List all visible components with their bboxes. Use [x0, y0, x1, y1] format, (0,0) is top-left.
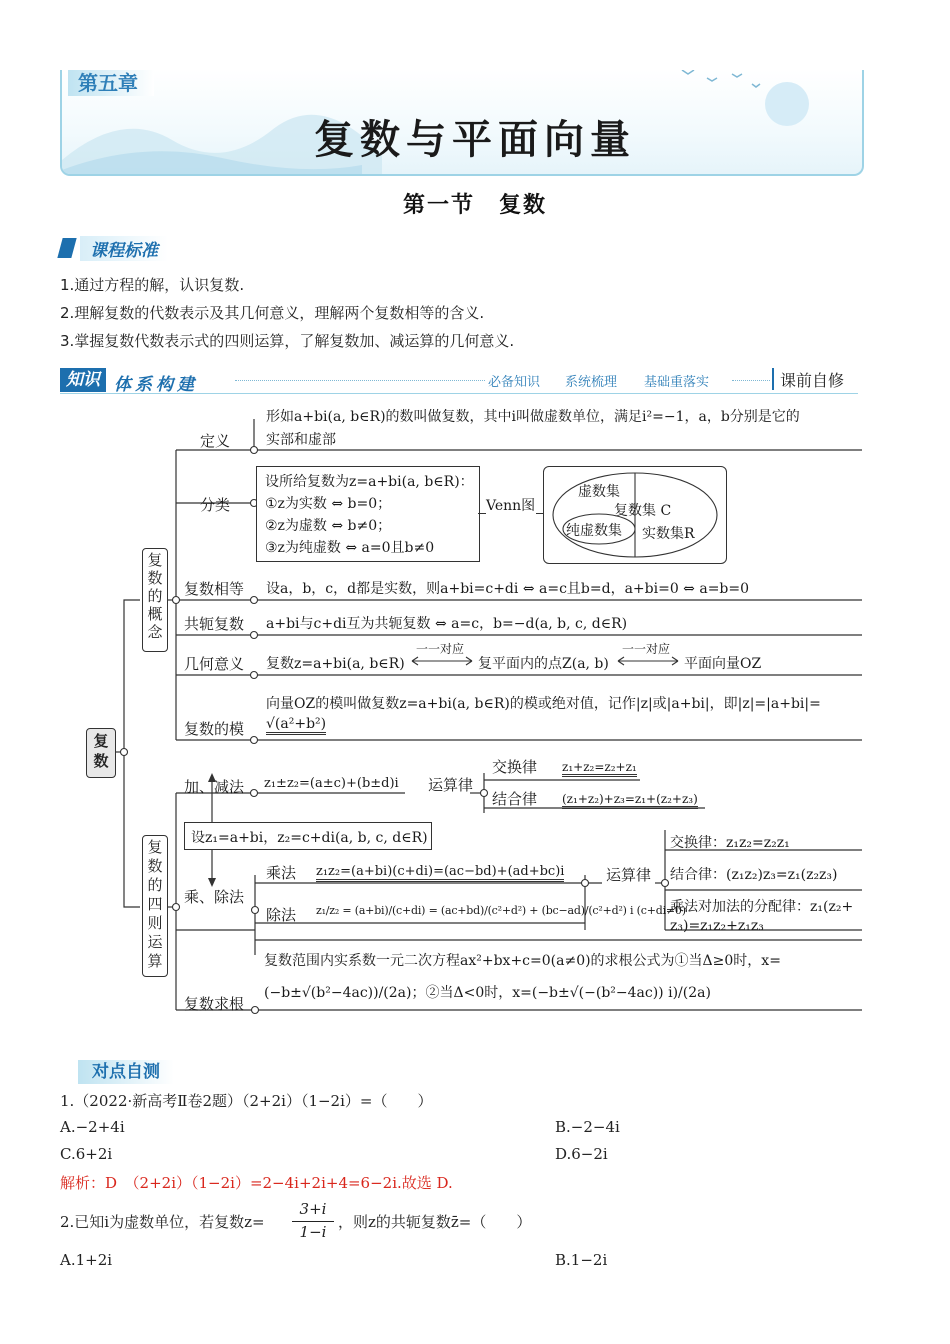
conjugate-text: a+bi与c+di互为共轭复数 ⇔ a=c，b=−d(a, b, c, d∈R): [266, 616, 628, 632]
knowledge-badge-sub: 体系构建: [114, 375, 198, 395]
venn-real: 实数集R: [642, 526, 695, 542]
tree-root-label: 复数: [93, 732, 109, 770]
question-stem: 1.（2022·新高考Ⅱ卷2题）（2+2i）（1−2i）=（ ）: [60, 1092, 433, 1110]
pre-study-label: 课前自修: [780, 371, 845, 390]
option-c[interactable]: C.6+2i: [60, 1145, 113, 1163]
double-arrow-icon: [616, 656, 680, 666]
knowledge-tag: 系统梳理: [565, 375, 618, 390]
classification-line: ③z为纯虚数 ⇔ a=0且b≠0: [265, 540, 435, 556]
standard-item: 1.通过方程的解，认识复数.: [60, 276, 245, 294]
mul-distributive: z₃)=z₁z₂+z₁z₃: [670, 918, 764, 934]
branch-conjugate: 共轭复数: [184, 615, 245, 633]
q2-frac-num: 3+i: [299, 1200, 327, 1218]
mul-associative: 结合律：(z₁z₂)z₃=z₁(z₂z₃): [670, 867, 838, 883]
add-associative-label: 结合律: [492, 790, 538, 808]
knowledge-tag: 基础重落实: [644, 375, 710, 390]
branch-geometric: 几何意义: [184, 655, 245, 673]
geometric-complex: 复数z=a+bi(a, b∈R): [266, 656, 405, 672]
branch-equality: 复数相等: [184, 580, 245, 598]
option-a[interactable]: A.−2+4i: [60, 1118, 125, 1136]
venn-complex: 复数集 C: [614, 503, 672, 519]
classification-line: ①z为实数 ⇔ b=0；: [265, 496, 392, 512]
knowledge-tag: 必备知识: [488, 375, 541, 390]
modulus-formula: √(a²+b²): [266, 716, 326, 735]
classification-line: 设所给复数为z=a+bi(a, b∈R)：: [265, 474, 474, 490]
roots-text: (−b±√(b²−4ac))/(2a)；②当Δ<0时，x=(−b±√(−(b²−4ac)) i)/(2a): [264, 985, 711, 1001]
standard-item: 3.掌握复数代数表示式的四则运算，了解复数加、减运算的几何意义.: [60, 332, 515, 350]
q2-stem-pre: 2.已知i为虚数单位，若复数z=: [60, 1213, 265, 1231]
analysis: [60, 1172, 453, 1193]
mul-formula: z₁z₂=(a+bi)(c+di)=(ac−bd)+(ad+bc)i: [316, 864, 564, 882]
definition-text: 形如a+bi(a, b∈R)的数叫做复数，其中i叫做虚数单位，满足i²=−1，a，b分别是它的: [266, 409, 800, 425]
knowledge-badge: 知识: [60, 368, 106, 392]
option-b[interactable]: B.1−2i: [555, 1251, 608, 1269]
add-commutative-label: 交换律: [492, 758, 538, 776]
definition-text: 实部和虚部: [266, 432, 336, 448]
assume-box: [184, 822, 432, 850]
branch-add-sub: 加、减法: [184, 778, 245, 796]
group-label: 复数的概念: [147, 551, 163, 641]
q2-stem-post: ，则z的共轭复数z̄=（ ）: [338, 1213, 532, 1231]
stripe-icon: [57, 238, 76, 258]
geometric-vector: 平面向量OZ: [684, 656, 762, 672]
div-formula: z₁/z₂ = (a+bi)/(c+di) = (ac+bd)/(c²+d²) + (bc−ad)/(c²+d²) i (c+di≠0): [316, 904, 686, 917]
classification-box: [256, 466, 480, 562]
analysis-text: D （2+2i）（1−2i）=2−4i+2i+4=6−2i.故选 D.: [105, 1174, 453, 1192]
add-sub-formula: z₁±z₂=(a±c)+(b±d)i: [264, 776, 399, 791]
classification-line: ②z为虚数 ⇔ b≠0；: [265, 518, 392, 534]
branch-classification: 分类: [200, 496, 231, 514]
tree-group-concept: [142, 548, 168, 652]
option-b[interactable]: B.−2−4i: [555, 1118, 620, 1136]
fraction-bar: [292, 1221, 334, 1222]
q2-frac-den: 1−i: [299, 1223, 327, 1241]
mul-distributive: 乘法对加法的分配律：z₁(z₂+: [670, 899, 854, 915]
option-d[interactable]: D.6−2i: [555, 1145, 608, 1163]
section-title: 第一节 复数: [402, 193, 547, 218]
equality-text: 设a，b，c，d都是实数，则a+bi=c+di ⇔ a=c且b=d，a+bi=0 ⇔ a=b=0: [266, 581, 750, 597]
branch-roots: 复数求根: [184, 995, 245, 1013]
branch-definition: 定义: [200, 432, 231, 450]
dotted-divider: [235, 380, 485, 381]
double-arrow-icon: [410, 656, 474, 666]
dotted-divider: [732, 380, 770, 381]
venn-box: [543, 466, 727, 564]
self-test-badge: 对点自测: [78, 1060, 174, 1084]
add-law-label: 运算律: [428, 776, 474, 794]
standard-item: 2.理解复数的代数表示及其几何意义，理解两个复数相等的含义.: [60, 304, 485, 322]
modulus-text: 向量OZ的模叫做复数z=a+bi(a, b∈R)的模或绝对值，记作|z|或|a+bi|，即|z|=|a+bi|=: [266, 696, 821, 712]
tree-group-operations: [142, 835, 168, 977]
venn-label: Venn图: [486, 498, 536, 514]
mul-law-label: 运算律: [606, 866, 652, 884]
add-associative-formula: (z₁+z₂)+z₃=z₁+(z₂+z₃): [562, 792, 698, 809]
venn-imaginary: 虚数集: [578, 484, 620, 500]
geometric-point: 复平面内的点Z(a, b): [478, 656, 609, 672]
assume-text: 设z₁=a+bi，z₂=c+di(a, b, c, d∈R): [191, 830, 428, 846]
connector: [478, 513, 486, 514]
mul-commutative: 交换律：z₁z₂=z₂z₁: [670, 835, 790, 851]
div-label: 除法: [266, 906, 297, 924]
branch-modulus: 复数的模: [184, 720, 245, 738]
branch-mul-div: 乘、除法: [184, 888, 245, 906]
chapter-title: 复数与平面向量: [314, 116, 636, 163]
venn-pure-imaginary: 纯虚数集: [566, 523, 622, 539]
option-a[interactable]: A.1+2i: [60, 1251, 113, 1269]
analysis-label: 解析：: [60, 1174, 106, 1192]
tree-root: [86, 728, 116, 778]
group-label: 复数的四则运算: [147, 838, 163, 970]
geometric-arrow-label: 一一对应: [416, 642, 465, 656]
roots-text: 复数范围内实系数一元二次方程ax²+bx+c=0(a≠0)的求根公式为①当Δ≥0时，x=: [264, 953, 781, 969]
divider: [772, 368, 774, 390]
knowledge-header: [60, 368, 858, 394]
mul-label: 乘法: [266, 864, 297, 882]
geometric-arrow-label: 一一对应: [622, 642, 671, 656]
header-underline: [60, 393, 858, 394]
add-commutative-formula: z₁+z₂=z₂+z₁: [562, 760, 637, 777]
chapter-label: 第五章: [68, 70, 154, 96]
